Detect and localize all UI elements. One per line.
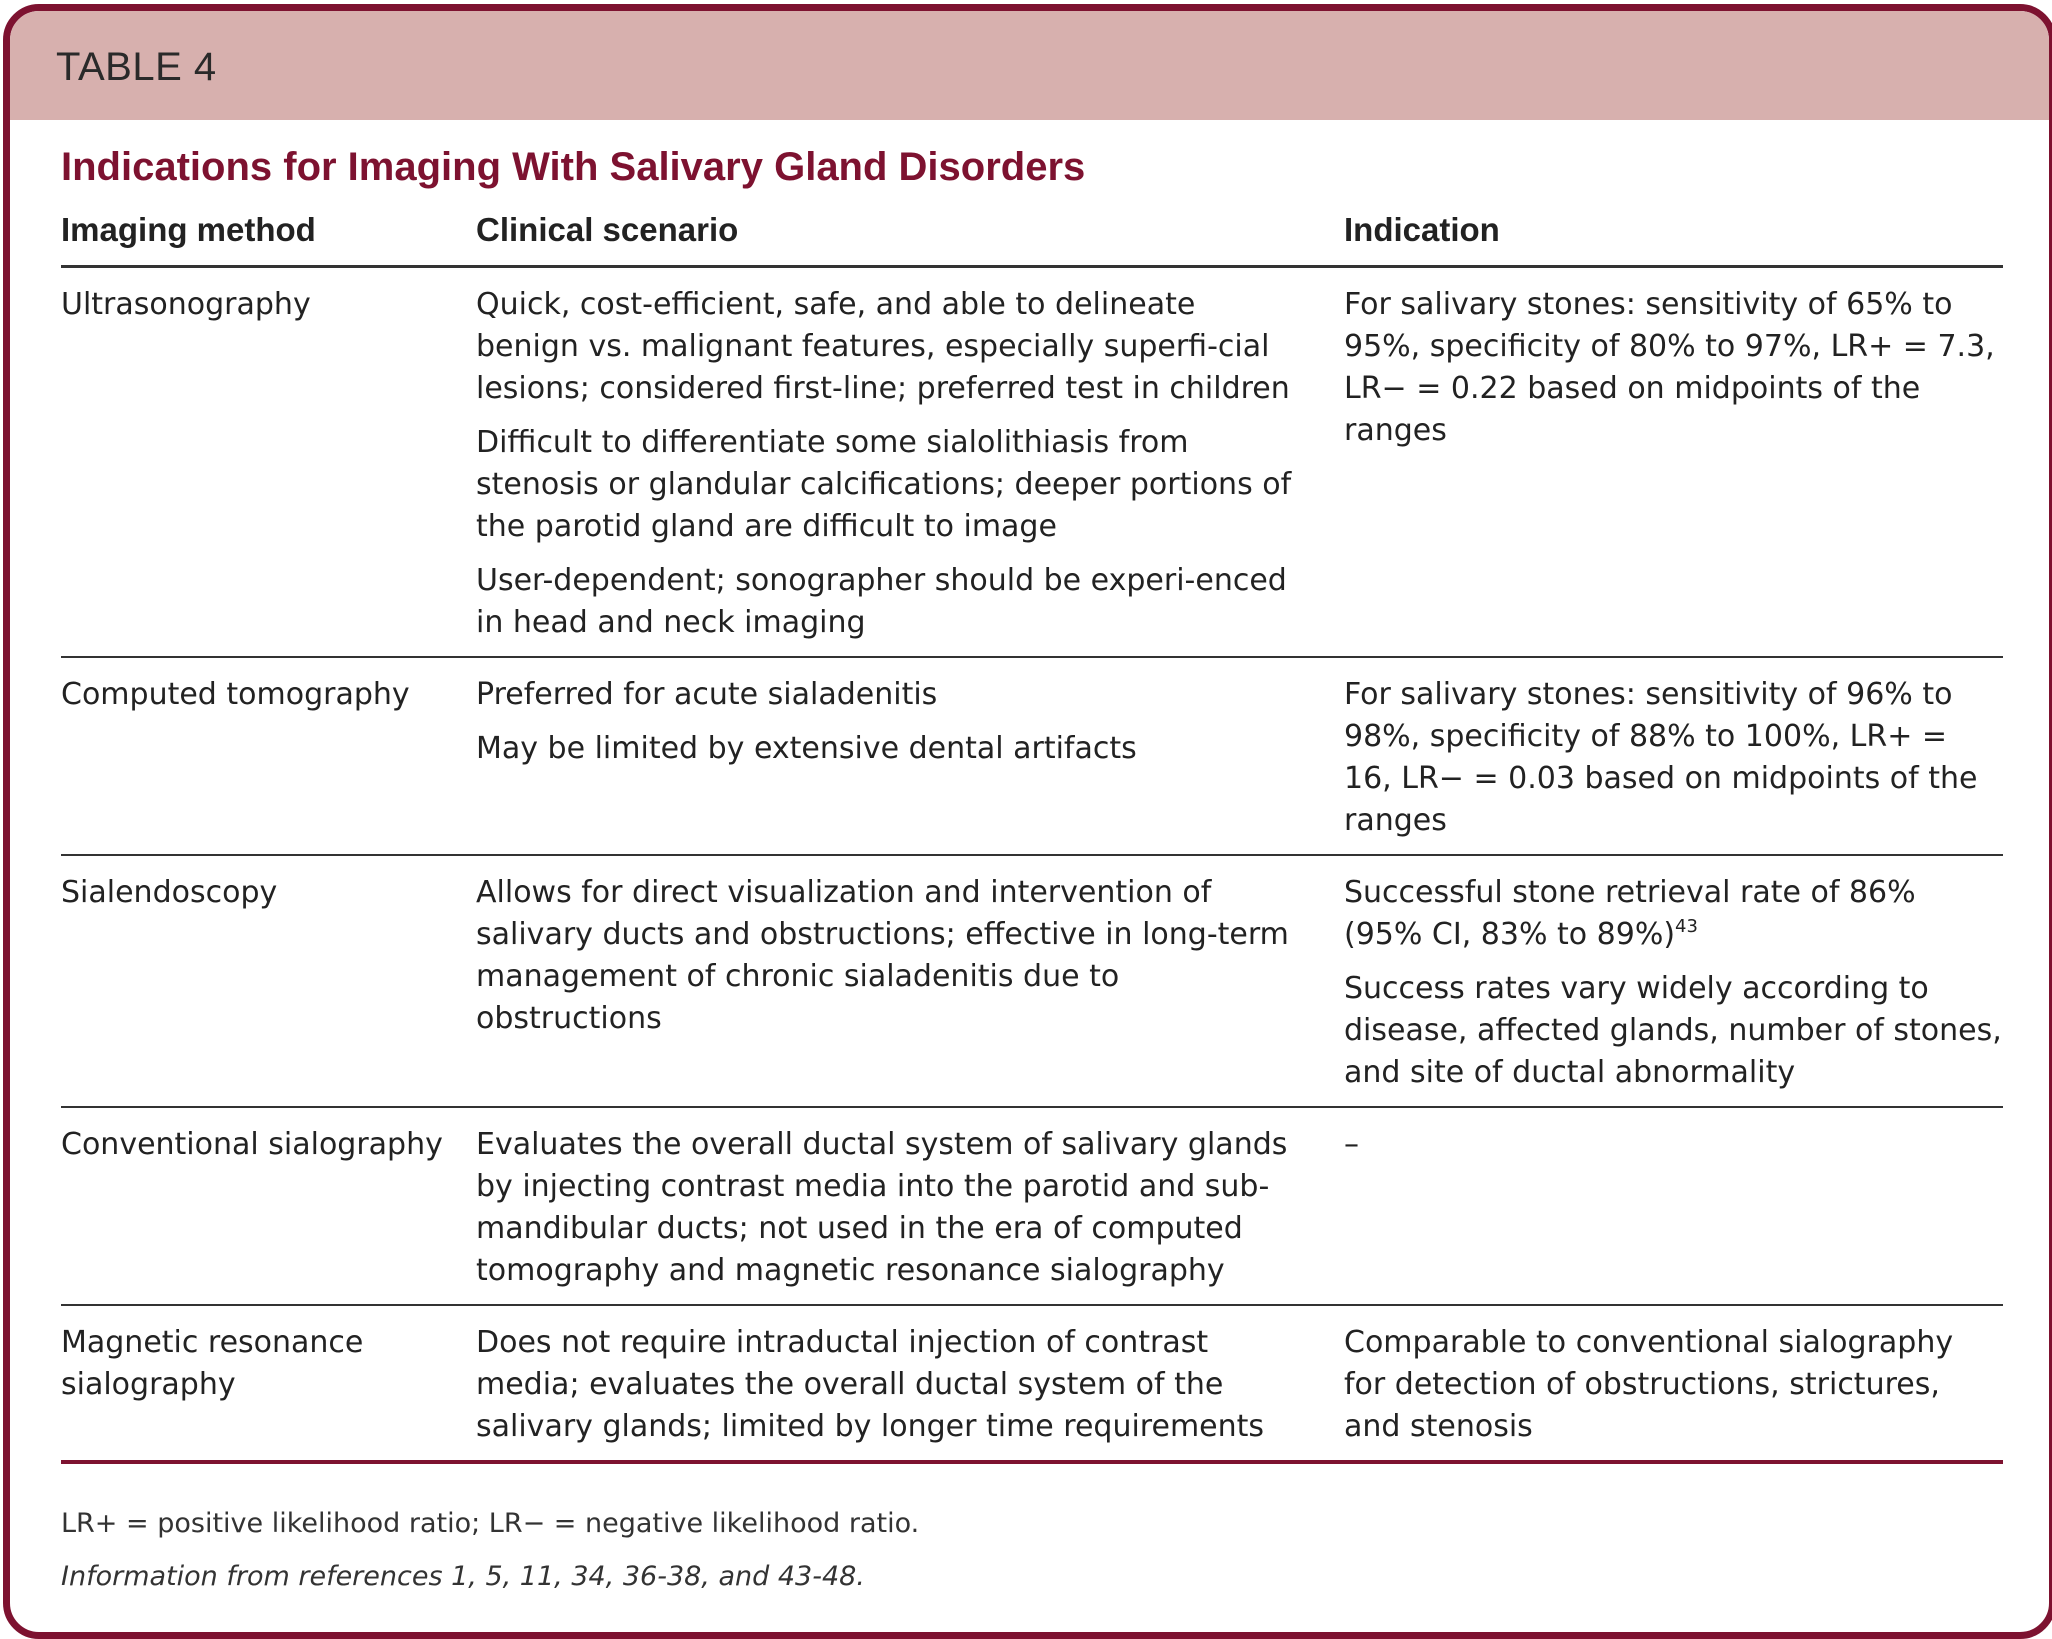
reference-superscript: 43: [1675, 916, 1698, 937]
column-header-indication: Indication: [1344, 209, 2003, 267]
imaging-method-text: Conventional sialography: [61, 1127, 443, 1162]
table-row: [61, 267, 2003, 658]
clinical-scenario-cell: [476, 1305, 1344, 1462]
clinical-scenario-text: Preferred for acute sialadenitis: [476, 677, 938, 712]
imaging-method-cell: [61, 1107, 476, 1305]
table-header-band: [10, 11, 2049, 120]
imaging-table: [61, 209, 2003, 1464]
clinical-scenario-cell: [476, 657, 1344, 855]
table-row: [61, 1107, 2003, 1305]
imaging-method-cell: [61, 855, 476, 1107]
indication-text: For salivary stones: sensitivity of 96% to 98%, specificity of 88% to 100%, LR+ = 16, LR− = 0.03 based on midpoints of the ranges: [1344, 677, 1978, 838]
table-title: Indications for Imaging With Salivary Gland Disorders: [61, 145, 1086, 189]
abbreviations-footnote: LR+ = positive likelihood ratio; LR− = negative likelihood ratio.: [61, 1508, 920, 1539]
imaging-method-text: Ultrasonography: [61, 287, 311, 322]
table-row: [61, 657, 2003, 855]
indication-text: –: [1344, 1127, 1359, 1162]
source-footnote: Information from references 1, 5, 11, 34, 36-38, and 43-48.: [61, 1561, 865, 1592]
clinical-scenario-text: User-dependent; sonographer should be experi-enced in head and neck imaging: [476, 563, 1287, 640]
imaging-method-cell: [61, 1305, 476, 1462]
table-row: [61, 855, 2003, 1107]
indication-cell: [1344, 1305, 2003, 1462]
indication-text: [1344, 872, 2003, 956]
indication-cell: [1344, 1107, 2003, 1305]
clinical-scenario-text: Allows for direct visualization and intervention of salivary ducts and obstructions; effective in long-term management of chronic sialadenitis due to obstructions: [476, 875, 1289, 1036]
indication-cell: [1344, 657, 2003, 855]
clinical-scenario-cell: [476, 855, 1344, 1107]
clinical-scenario-cell: [476, 267, 1344, 658]
imaging-method-cell: [61, 267, 476, 658]
clinical-scenario-text: May be limited by extensive dental artifacts: [476, 731, 1137, 766]
table-row: [61, 1305, 2003, 1462]
column-header-imaging-method: Imaging method: [61, 209, 476, 267]
indication-cell: [1344, 267, 2003, 658]
imaging-method-cell: [61, 657, 476, 855]
column-header-clinical-scenario: Clinical scenario: [476, 209, 1344, 267]
clinical-scenario-cell: [476, 1107, 1344, 1305]
imaging-method-text: Sialendoscopy: [61, 875, 278, 910]
clinical-scenario-text: Difficult to differentiate some sialolithiasis from stenosis or glandular calcifications; deeper portions of the parotid gland are difficult to image: [476, 425, 1292, 544]
indication-cell: [1344, 855, 2003, 1107]
indication-text: For salivary stones: sensitivity of 65% to 95%, specificity of 80% to 97%, LR+ = 7.3, LR− = 0.22 based on midpoints of the ranges: [1344, 287, 1995, 448]
clinical-scenario-text: Evaluates the overall ductal system of salivary glands by injecting contrast media into the parotid and sub-mandibular ducts; not used in the era of computed tomography and magnetic resonance sialography: [476, 1127, 1288, 1288]
imaging-method-text: Computed tomography: [61, 677, 410, 712]
imaging-method-text: Magnetic resonance sialography: [61, 1325, 364, 1402]
indication-text: Comparable to conventional sialography for detection of obstructions, strictures, and stenosis: [1344, 1325, 1954, 1444]
clinical-scenario-text: Does not require intraductal injection of contrast media; evaluates the overall ductal system of the salivary glands; limited by longer time requirements: [476, 1325, 1265, 1444]
table-frame: [3, 4, 2052, 1639]
table-label: TABLE 4: [56, 45, 217, 89]
clinical-scenario-text: Quick, cost-efficient, safe, and able to delineate benign vs. malignant features, especially superfi-cial lesions; considered first-line; preferred test in children: [476, 287, 1290, 406]
indication-text: Success rates vary widely according to disease, affected glands, number of stones, and site of ductal abnormality: [1344, 971, 2002, 1090]
indication-text-main: Successful stone retrieval rate of 86% (95% CI, 83% to 89%): [1344, 875, 1916, 952]
table-header-row: [61, 209, 2003, 267]
